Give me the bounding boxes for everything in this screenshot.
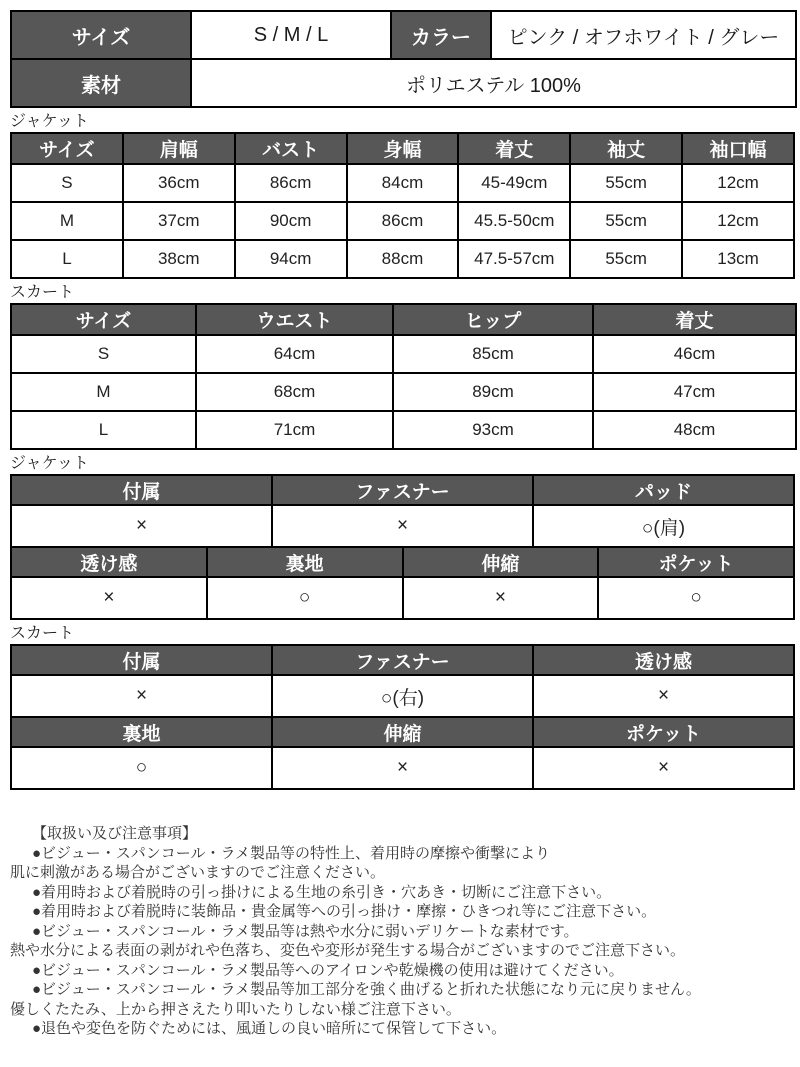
cell: × [403,577,599,619]
skirt-size-header-row [11,304,796,335]
skirt-size-table [10,303,797,450]
table-row [11,240,794,278]
cell: ○(肩) [533,505,794,547]
care-note-line: ●着用時および着脱時に装飾品・貴金属等への引っ掛け・摩擦・ひきつれ等にご注意下さい。 [32,903,657,920]
care-note-line: 熱や水分による表面の剥がれや色落ち、変色や変形が発生する場合がございますのでご注意下さい。 [10,942,686,959]
column-header: 袖口幅 [682,133,794,164]
cell: 89cm [393,373,593,411]
column-header: 伸縮 [403,547,599,577]
cell: × [533,675,794,717]
table-row [11,202,794,240]
cell: ○(右) [272,675,533,717]
table-row [11,411,796,449]
cell: 93cm [393,411,593,449]
skirt-detail-table-top [10,644,795,718]
jacket-size-table [10,132,795,279]
cell: 12cm [682,202,794,240]
care-note-line: ●退色や変色を防ぐためには、風通しの良い暗所にて保管して下さい。 [32,1020,507,1037]
cell: 45.5-50cm [458,202,570,240]
cell: 94cm [235,240,347,278]
cell: ○ [11,747,272,789]
column-header: 着丈 [458,133,570,164]
table-row [11,577,794,619]
care-notes-title: 【取扱い及び注意事項】 [32,825,198,842]
skirt-detail-label: スカート [10,625,75,642]
column-header: サイズ [11,133,123,164]
cell: 86cm [235,164,347,202]
size-header-cell: サイズ [11,11,191,59]
column-header: 透け感 [533,645,794,675]
cell: 45-49cm [458,164,570,202]
care-note-line: 優しくたたみ、上から押さえたり叩いたりしない様ご注意下さい。 [10,1000,461,1018]
table-row [11,747,794,789]
cell: 47cm [593,373,796,411]
cell: × [11,577,207,619]
column-header: ポケット [598,547,794,577]
cell: 36cm [123,164,235,202]
cell: 46cm [593,335,796,373]
cell: 84cm [347,164,459,202]
cell: S [11,164,123,202]
cell: L [11,240,123,278]
cell: M [11,373,196,411]
jacket-detail-label: ジャケット [10,455,89,472]
column-header: ポケット [533,717,794,747]
cell: 85cm [393,335,593,373]
table-row [11,335,796,373]
skirt-detail-table-bottom [10,716,795,790]
table-row [11,373,796,411]
material-header-cell: 素材 [11,59,191,107]
product-info-table [10,10,797,108]
column-header: 裏地 [207,547,403,577]
cell: 47.5-57cm [458,240,570,278]
header-row [11,475,794,505]
cell: 48cm [593,411,796,449]
cell: 13cm [682,240,794,278]
column-header: 裏地 [11,717,272,747]
column-header: 透け感 [11,547,207,577]
jacket-size-label: ジャケット [10,113,89,130]
material-value-cell: ポリエステル 100% [191,59,796,107]
cell: S [11,335,196,373]
cell: 88cm [347,240,459,278]
column-header: 袖丈 [570,133,682,164]
cell: 68cm [196,373,393,411]
jacket-size-header-row [11,133,794,164]
cell: × [272,505,533,547]
header-row [11,547,794,577]
jacket-detail-table-bottom [10,546,795,620]
care-note-line: ●ビジュー・スパンコール・ラメ製品等の特性上、着用時の摩擦や衝撃により [32,844,551,862]
cell: 37cm [123,202,235,240]
column-header: 肩幅 [123,133,235,164]
cell: 71cm [196,411,393,449]
table-row [11,164,794,202]
care-note-line: ●着用時および着脱時の引っ掛けによる生地の糸引き・穴あき・切断にご注意下さい。 [32,883,612,901]
cell: × [533,747,794,789]
cell: 64cm [196,335,393,373]
column-header: 伸縮 [272,717,533,747]
column-header: 付属 [11,645,272,675]
care-note-line: ●ビジュー・スパンコール・ラメ製品等は熱や水分に弱いデリケートな素材です。 [32,922,579,940]
cell: × [11,505,272,547]
skirt-size-label: スカート [10,284,75,301]
cell: 12cm [682,164,794,202]
cell: × [11,675,272,717]
cell: 86cm [347,202,459,240]
column-header: バスト [235,133,347,164]
cell: 55cm [570,240,682,278]
care-note-line: 肌に刺激がある場合がございますのでご注意ください。 [10,864,386,881]
cell: 55cm [570,164,682,202]
cell: 90cm [235,202,347,240]
care-note-line: ●ビジュー・スパンコール・ラメ製品等へのアイロンや乾燥機の使用は避けてください。 [32,961,624,979]
column-header: ファスナー [272,645,533,675]
cell: × [272,747,533,789]
color-header-cell: カラー [391,11,491,59]
cell: 38cm [123,240,235,278]
cell: ○ [207,577,403,619]
header-row [11,717,794,747]
column-header: 付属 [11,475,272,505]
column-header: サイズ [11,304,196,335]
color-value-cell: ピンク / オフホワイト / グレー [491,11,796,59]
cell: 55cm [570,202,682,240]
care-notes [10,824,795,1039]
table-row [11,675,794,717]
size-value-cell: S / M / L [191,11,391,59]
cell: L [11,411,196,449]
jacket-detail-table-top [10,474,795,548]
column-header: ウエスト [196,304,393,335]
column-header: ヒップ [393,304,593,335]
column-header: パッド [533,475,794,505]
table-row [11,505,794,547]
cell: ○ [598,577,794,619]
header-row [11,645,794,675]
column-header: 身幅 [347,133,459,164]
column-header: 着丈 [593,304,796,335]
column-header: ファスナー [272,475,533,505]
care-note-line: ●ビジュー・スパンコール・ラメ製品等加工部分を強く曲げると折れた状態になり元に戻りません。 [32,981,701,998]
cell: M [11,202,123,240]
